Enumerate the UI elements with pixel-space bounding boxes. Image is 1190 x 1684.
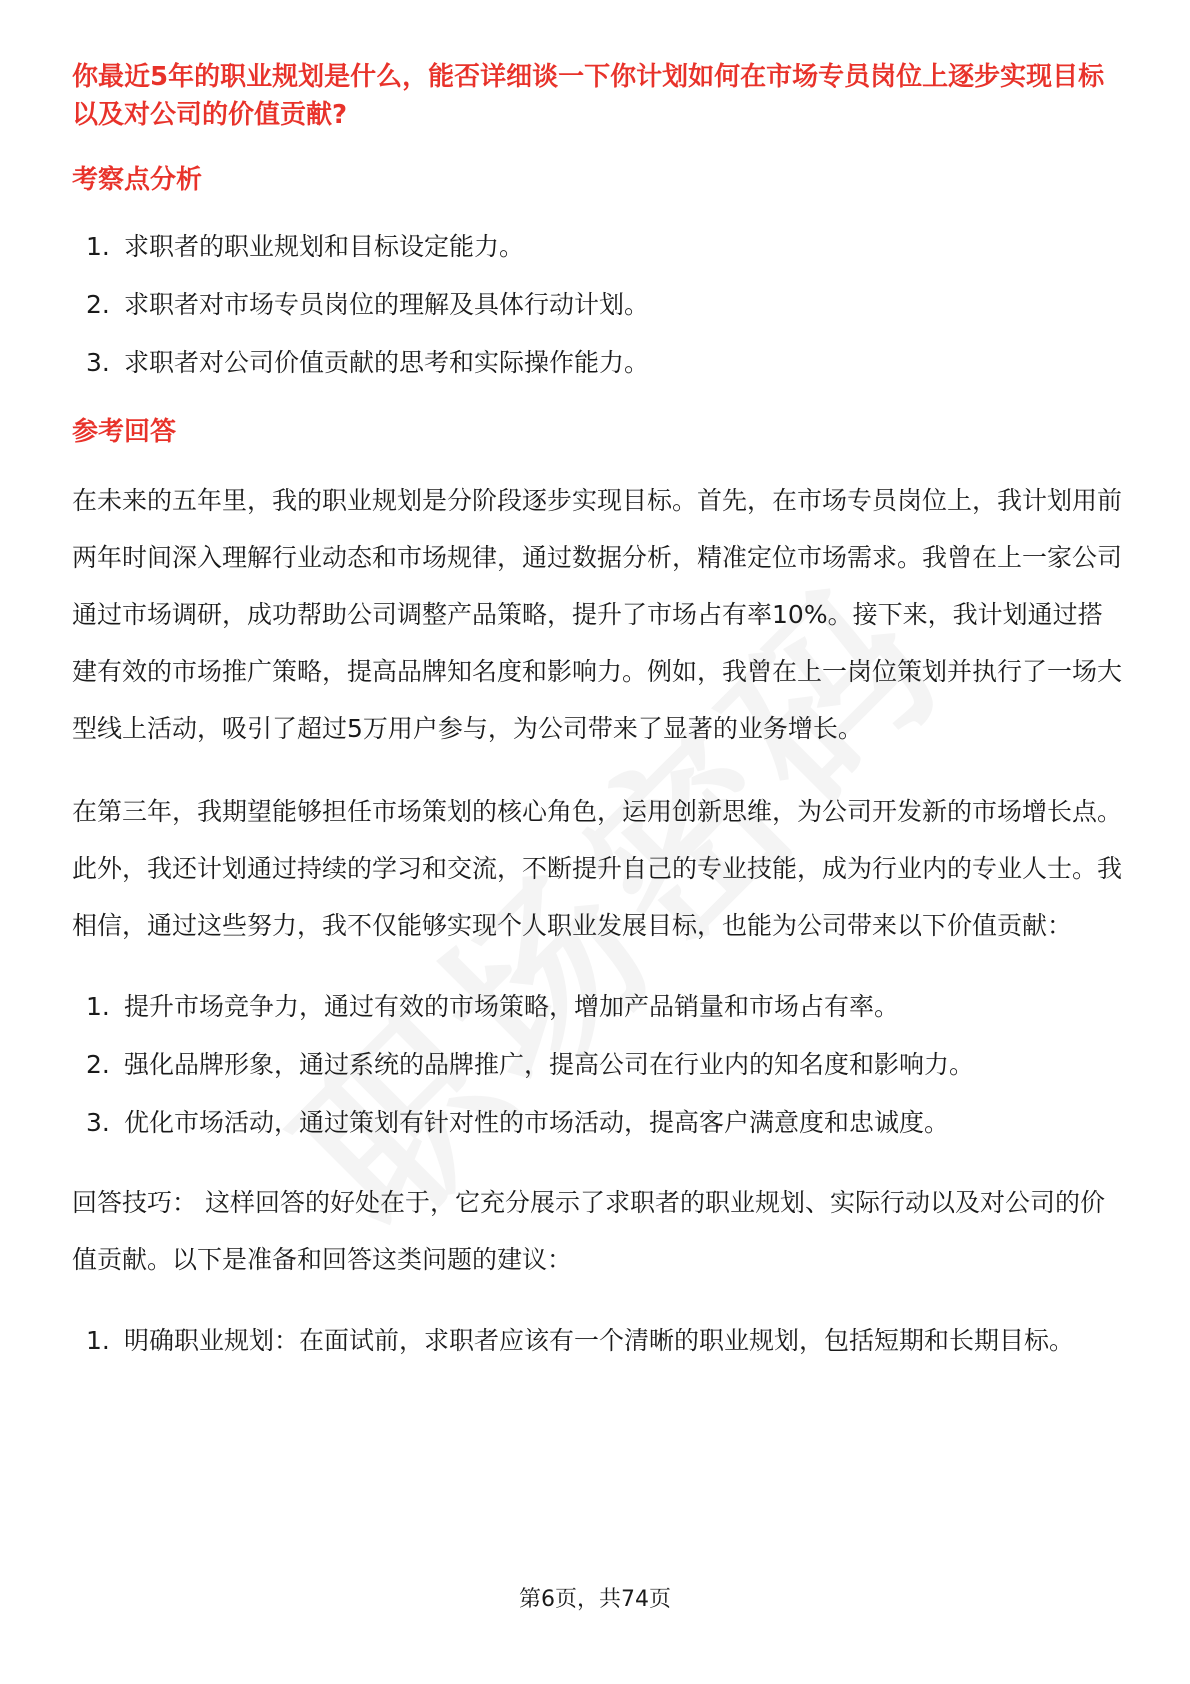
list-item-text: 求职者对公司价值贡献的思考和实际操作能力。 [124, 348, 650, 377]
analysis-item [72, 276, 1122, 334]
analysis-list [72, 218, 1122, 392]
contribution-item [72, 978, 1122, 1036]
tips-item [72, 1312, 1122, 1370]
answer-paragraph-1: 在未来的五年里，我的职业规划是分阶段逐步实现目标。首先，在市场专员岗位上，我计划用前两年时间深入理解行业动态和市场规律，通过数据分析，精准定位市场需求。我曾在上一家公司通过市场调研，成功帮助公司调整产品策略，提升了市场占有率10%。接下来，我计划通过搭建有效的市场推广策略，提高品牌知名度和影响力。例如，我曾在上一岗位策划并执行了一场大型线上活动，吸引了超过5万用户参与，为公司带来了显著的业务增长。 [72, 486, 1123, 743]
list-number: 2. [86, 1050, 110, 1079]
list-item-text: 求职者对市场专员岗位的理解及具体行动计划。 [124, 290, 650, 319]
analysis-heading: 考察点分析 [72, 165, 203, 195]
list-number: 1. [86, 1326, 110, 1355]
page-footer: 第6页，共74页 [519, 1587, 671, 1612]
list-item-text: 明确职业规划：在面试前，求职者应该有一个清晰的职业规划，包括短期和长期目标。 [124, 1326, 1075, 1355]
list-item-text: 提升市场竞争力，通过有效的市场策略，增加产品销量和市场占有率。 [124, 992, 900, 1021]
document-content [72, 58, 1122, 1370]
question-title: 你最近5年的职业规划是什么，能否详细谈一下你计划如何在市场专员岗位上逐步实现目标以及对公司的价值贡献? [72, 62, 1105, 130]
contribution-item [72, 1036, 1122, 1094]
list-number: 1. [86, 232, 110, 261]
analysis-item [72, 334, 1122, 392]
list-item-text: 强化品牌形象，通过系统的品牌推广，提高公司在行业内的知名度和影响力。 [124, 1050, 975, 1079]
answer-paragraph-2: 在第三年，我期望能够担任市场策划的核心角色，运用创新思维，为公司开发新的市场增长点。此外，我还计划通过持续的学习和交流，不断提升自己的专业技能，成为行业内的专业人士。我相信，通过这些努力，我不仅能够实现个人职业发展目标，也能为公司带来以下价值贡献： [72, 797, 1123, 940]
contribution-item [72, 1094, 1122, 1152]
list-number: 2. [86, 290, 110, 319]
answer-heading: 参考回答 [72, 417, 177, 447]
list-item-text: 优化市场活动，通过策划有针对性的市场活动，提高客户满意度和忠诚度。 [124, 1108, 950, 1137]
tips-intro: 回答技巧： 这样回答的好处在于，它充分展示了求职者的职业规划、实际行动以及对公司的价值贡献。以下是准备和回答这类问题的建议： [72, 1188, 1105, 1274]
list-number: 3. [86, 1108, 110, 1137]
list-number: 3. [86, 348, 110, 377]
list-number: 1. [86, 992, 110, 1021]
analysis-item [72, 218, 1122, 276]
list-item-text: 求职者的职业规划和目标设定能力。 [124, 232, 525, 261]
tips-list [72, 1312, 1122, 1370]
contribution-list [72, 978, 1122, 1152]
